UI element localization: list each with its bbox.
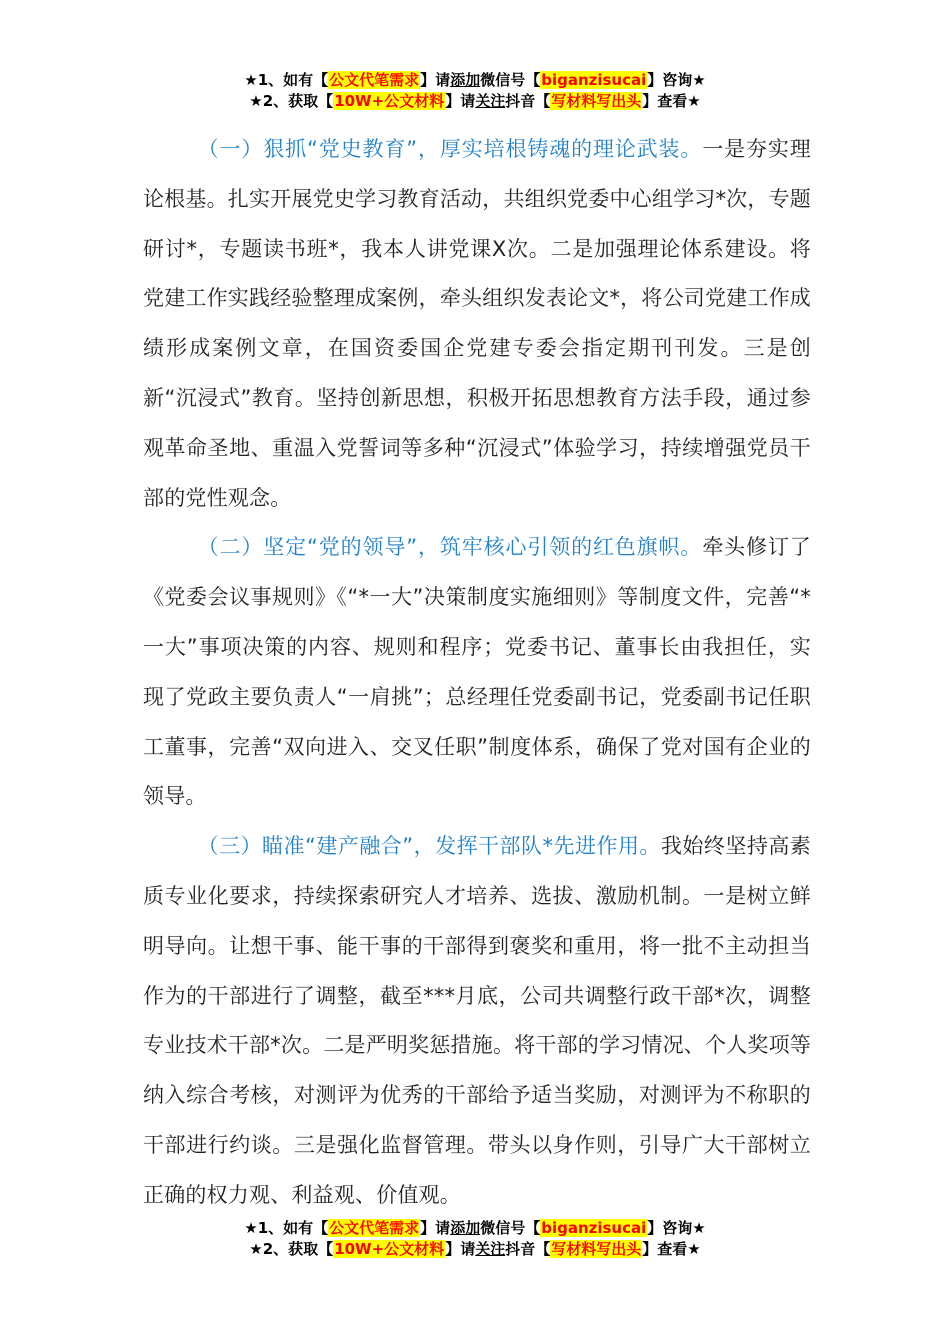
banner-text: 】查看★: [642, 92, 701, 110]
banner-line-2: [0, 1239, 950, 1260]
section-heading: （二）坚定“党的领导”，筑牢核心引领的红色旗帜。: [197, 535, 703, 560]
banner-highlight-douyin: 写材料写出头: [551, 1240, 642, 1258]
document-body: [143, 125, 811, 1221]
banner-text: 】请: [445, 92, 476, 110]
banner-underline: 添加: [450, 1219, 481, 1237]
banner-underline: 添加: [450, 71, 481, 89]
section-heading: （一）狠抓“党史教育”，厚实培根铸魂的理论武装。: [197, 137, 703, 161]
banner-text: ★2、获取【: [249, 92, 334, 110]
banner-line-2: [0, 91, 950, 112]
banner-text: 】咨询★: [647, 1219, 706, 1237]
banner-line-1: [0, 70, 950, 91]
banner-highlight: 公文代笔需求: [329, 71, 420, 89]
banner-highlight-wechat-id: biganzisucai: [541, 1219, 647, 1237]
banner-text: 微信号【: [480, 1219, 541, 1237]
paragraph-3: [143, 822, 811, 1220]
paragraph-2: [143, 523, 811, 822]
banner-text: 】请: [445, 1240, 476, 1258]
banner-text: 微信号【: [480, 71, 541, 89]
banner-underline: 关注: [475, 1240, 506, 1258]
banner-highlight: 10W+公文材料: [334, 1240, 445, 1258]
banner-highlight: 10W+公文材料: [334, 92, 445, 110]
banner-highlight: 公文代笔需求: [329, 1219, 420, 1237]
banner-text: 】请: [420, 71, 451, 89]
banner-text: ★1、如有【: [244, 71, 329, 89]
banner-text: 抖音【: [505, 1240, 551, 1258]
banner-highlight-wechat-id: biganzisucai: [541, 71, 647, 89]
section-heading: （三）瞄准“建产融合”，发挥干部队*先进作用。: [197, 834, 661, 859]
paragraph-text: 我始终坚持高素质专业化要求，持续探索研究人才培养、选拔、激励机制。一是树立鲜明导向。让想干事、能干事的干部得到褒奖和重用，将一批不主动担当作为的干部进行了调整，截至***月底，公司共调整行政干部*次，调整专业技术干部*次。二是严明奖惩措施。将干部的学习情况、个人奖项等纳入综合考核，对测评为优秀的干部给予适当奖励，对测评为不称职的干部进行约谈。三是强化监督管理。带头以身作则，引导广大干部树立正确的权力观、利益观、价值观。: [143, 834, 812, 1207]
footer-banner: [0, 1218, 950, 1260]
banner-text: 】咨询★: [647, 71, 706, 89]
paragraph-text: 牵头修订了《党委会议事规则》《“*一大”决策制度实施细则》等制度文件，完善“*一大”事项决策的内容、规则和程序；党委书记、董事长由我担任，实现了党政主要负责人“一肩挑”；总经理任党委副书记，党委副书记任职工董事，完善“双向进入、交叉任职”制度体系，确保了党对国有企业的领导。: [143, 535, 812, 809]
banner-text: 】查看★: [642, 1240, 701, 1258]
paragraph-text: 一是夯实理论根基。扎实开展党史学习教育活动，共组织党委中心组学习*次，专题研讨*，专题读书班*，我本人讲党课X次。二是加强理论体系建设。将党建工作实践经验整理成案例，牵头组织发表论文*，将公司党建工作成绩形成案例文章，在国资委国企党建专委会指定期刊刊发。三是创新“沉浸式”教育。坚持创新思想，积极开拓思想教育方法手段，通过参观革命圣地、重温入党誓词等多种“沉浸式”体验学习，持续增强党员干部的党性观念。: [143, 137, 812, 510]
banner-text: 】请: [420, 1219, 451, 1237]
banner-highlight-douyin: 写材料写出头: [551, 92, 642, 110]
banner-text: 抖音【: [505, 92, 551, 110]
header-banner: [0, 70, 950, 112]
banner-underline: 关注: [475, 92, 506, 110]
paragraph-1: [143, 125, 811, 523]
banner-text: ★2、获取【: [249, 1240, 334, 1258]
banner-text: ★1、如有【: [244, 1219, 329, 1237]
banner-line-1: [0, 1218, 950, 1239]
